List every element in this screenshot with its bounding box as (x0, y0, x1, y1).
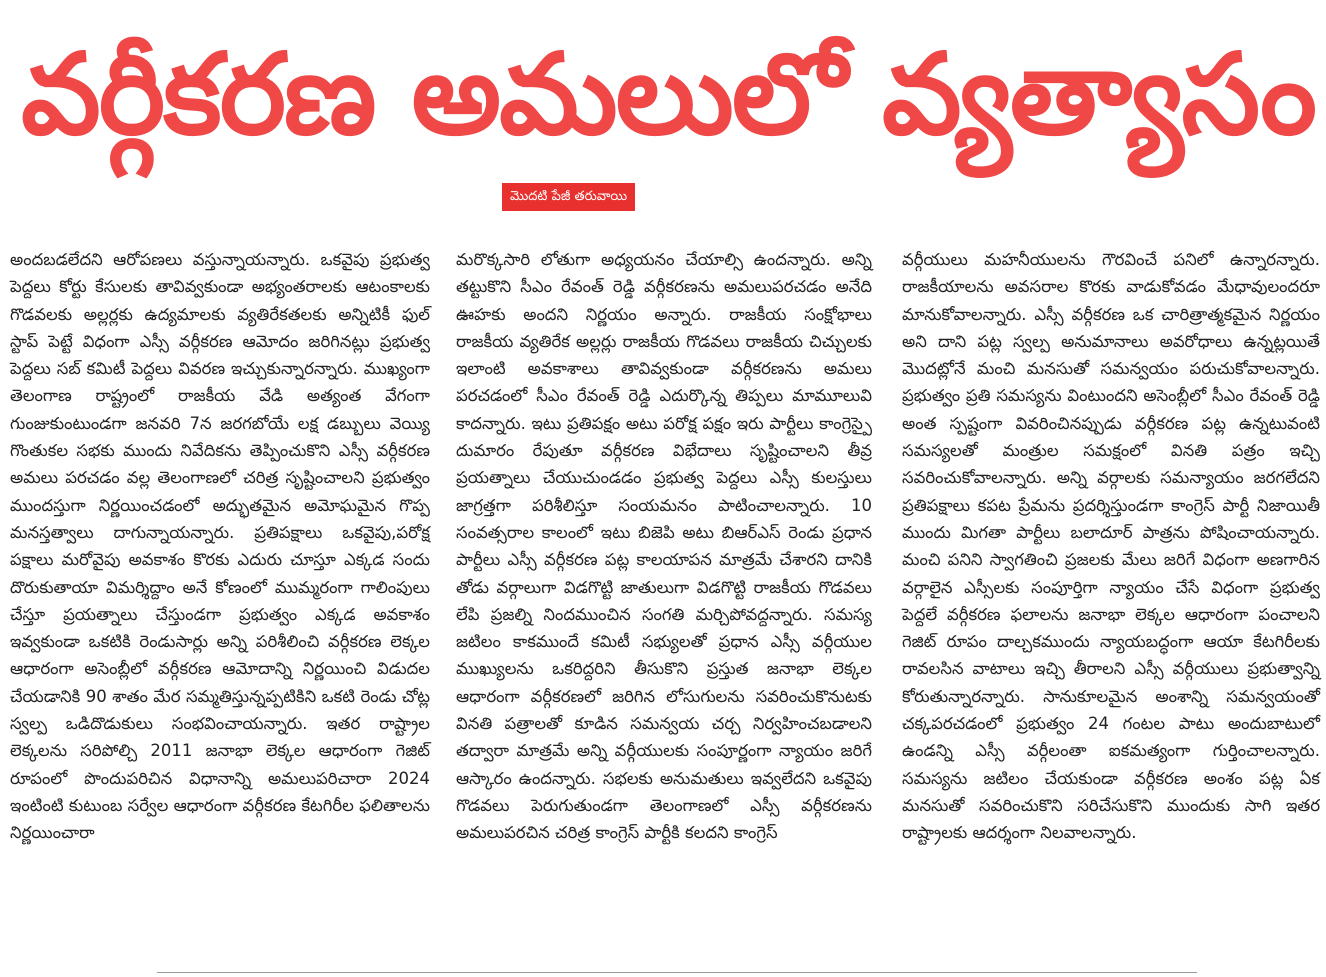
bottom-rule (157, 972, 1197, 973)
column-text: అందబడలేదని ఆరోపణలు వస్తున్నాయన్నారు. ఒకవైపు ప్రభుత్వ పెద్దలు కోర్టు కేసులకు తావివ్వకుండా అభ్యంతరాలకు ఆటంకాలకు గొడవలకు అల్లర్లకు ఉద్యమాలకు వ్యతిరేకతలకు అన్నిటికీ ఫుల్ స్టాప్ పెట్టే విధంగా ఎస్సీ వర్గీకరణ ఆమోదం జరిగినట్లు ప్రభుత్వ పెద్దలు సబ్ కమిటీ పెద్దలు వివరణ ఇచ్చుకున్నారన్నారు. ముఖ్యంగా తెలంగాణ రాష్ట్రంలో రాజకీయ వేడి అత్యంత వేగంగా గుంజుకుంటుండగా జనవరి 7న జరగబోయే లక్ష డబ్బులు వెయ్యి గొంతుకల సభకు ముందు నివేదికను తెప్పించుకొని ఎస్సీ వర్గీకరణ అమలు పరచడం వల్ల తెలంగాణలో చరిత్ర సృష్టించాలని ప్రభుత్వం ముందస్తుగా నిర్ణయించడంలో అద్భుతమైన అమోఘమైన గొప్ప మనస్తత్వాలు దాగున్నాయన్నారు. ప్రతిపక్షాలు ఒకవైపు,పరోక్ష పక్షాలు మరోవైపు అవకాశం కొరకు ఎదురు చూస్తూ ఎక్కడ సందు దొరుకుతాయా విమర్శిద్దాం అనే కోణంలో ముమ్మరంగా గాలింపులు చేస్తూ ప్రయత్నాలు చేస్తుండగా ప్రభుత్వం ఎక్కడ అవకాశం ఇవ్వకుండా ఒకటికి రెండుసార్లు అన్ని పరిశీలించి వర్గీకరణ లెక్కల ఆధారంగా అసెంబ్లీలో వర్గీకరణ ఆమోదాన్ని నిర్ణయించి విడుదల చేయడానికి 90 శాతం మేర సమ్మతిస్తున్నప్పటికిని ఒకటి రెండు చోట్ల స్వల్ప ఒడిదొడుకులు సంభవించాయన్నారు. ఇతర రాష్ట్రాల లెక్కలను సరిపోల్చి 2011 జనాభా లెక్కల ఆధారంగా గెజిట్ రూపంలో పొందుపరిచిన విధానాన్ని అమలుపరిచారా 2024 ఇంటింటి కుటుంబ సర్వేల ఆధారంగా వర్గీకరణ కేటగిరీల ఫలితాలను నిర్ణయించారా (10, 250, 430, 843)
article-column-1 (10, 246, 430, 847)
article-column-3 (902, 246, 1320, 847)
headline: వర్గీకరణ అమలులో వ్యత్యాసం (21, 30, 1315, 160)
column-text: మరొక్కసారి లోతుగా అధ్యయనం చేయాల్సి ఉందన్నారు. అన్ని తట్టుకొని సీఎం రేవంత్ రెడ్డి వర్గీకరణను అమలుపరచడం అనేది ఊహకు అందని నిర్ణయం అన్నారు. రాజకీయ సంక్షోభాలు రాజకీయ వ్యతిరేక అల్లర్లు రాజకీయ గొడవలు రాజకీయ చిచ్చులకు ఇలాంటి అవకాశాలు తావివ్వకుండా వర్గీకరణను అమలు పరచడంలో సీఎం రేవంత్ రెడ్డి ఎదుర్కొన్న తిప్పలు మామూలువి కాదన్నారు. ఇటు ప్రతిపక్షం అటు పరోక్ష పక్షం ఇరు పార్టీలు కాంగ్రెస్పై దుమారం రేపుతూ వర్గీకరణ విభేదాలు సృష్టించాలని తీవ్ర ప్రయత్నాలు చేయుచుండడం ప్రభుత్వ పెద్దలు ఎస్సీ కులస్తులు జాగ్రత్తగా పరిశీలిస్తూ సంయమనం పాటించాలన్నారు. 10 సంవత్సరాల కాలంలో ఇటు బిజెపి అటు బిఆర్ఎస్ రెండు ప్రధాన పార్టీలు ఎస్సీ వర్గీకరణ పట్ల కాలయాపన మాత్రమే చేశారని దానికి తోడు వర్గాలుగా విడగొట్టి జాతులుగా విడగొట్టి రాజకీయ గొడవలు లేపి ప్రజల్ని నిందముంచిన సంగతి మర్చిపోవద్దన్నారు. సమస్య జటిలం కాకముందే కమిటీ సభ్యులతో ప్రధాన ఎస్సీ వర్గీయుల ముఖ్యులను ఒకరిద్దరిని తీసుకొని ప్రస్తుత జనాభా లెక్కల ఆధారంగా వర్గీకరణలో జరిగిన లోసుగులను సవరించుకొనుటకు వినతి పత్రాలతో కూడిన సమన్వయ చర్చ నిర్వహించబడాలని తద్వారా మాత్రమే అన్ని వర్గీయులకు సంపూర్ణంగా న్యాయం జరిగే ఆస్కారం ఉందన్నారు. సభలకు అనుమతులు ఇవ్వలేదని ఒకవైపు గొడవలు పెరుగుతుండగా తెలంగాణలో ఎస్సీ వర్గీకరణను అమలుపరచిన చరిత్ర కాంగ్రెస్ పార్టీకి కలదని కాంగ్రెస్ (456, 250, 872, 843)
continued-label: మొదటి పేజీ తరువాయి (502, 183, 635, 211)
column-text: వర్గీయులు మహనీయులను గౌరవించే పనిలో ఉన్నారన్నారు. రాజకీయాలను అవసరాల కొరకు వాడుకోవడం మేధావులందరూ మానుకోవాలన్నారు. ఎస్సీ వర్గీకరణ ఒక చారిత్రాత్మకమైన నిర్ణయం అని దాని పట్ల స్వల్ప అనుమానాలు అవరోధాలు ఉన్నట్లయితే మొదట్లోనే మంచి మనసుతో సమన్వయం పరుచుకోవాలన్నారు. ప్రభుత్వం ప్రతి సమస్యను వింటుందని అసెంబ్లీలో సీఎం రేవంత్ రెడ్డి అంత స్పష్టంగా వివరించినప్పుడు వర్గీకరణ పట్ల ఉన్నటువంటి సమస్యలతో మంత్రుల సమక్షంలో వినతి పత్రం ఇచ్చి సవరించుకోవాలన్నారు. అన్ని వర్గాలకు సమన్యాయం జరగలేదని ప్రతిపక్షాలు కపట ప్రేమను ప్రదర్శిస్తుండగా కాంగ్రెస్ పార్టీ నిజాయితీ ముందు మిగతా పార్టీలు బలాదూర్ పాత్రను పోషించాయన్నారు. మంచి పనిని స్వాగతించి ప్రజలకు మేలు జరిగే విధంగా అణగారిన వర్గాలైన ఎస్సీలకు సంపూర్తిగా న్యాయం చేసే విధంగా ప్రభుత్వ పెద్దలే వర్గీకరణ ఫలాలను జనాభా లెక్కల ఆధారంగా పంచాలని గెజిట్ రూపం దాల్చకముందు న్యాయబద్ధంగా ఆయా కేటగిరీలకు రావలసిన వాటాలు ఇచ్చి తీరాలని ఎస్సీ వర్గీయులు ప్రభుత్వాన్ని కోరుతున్నారన్నారు. సానుకూలమైన అంశాన్ని సమన్వయంతో చక్కపరచడంలో ప్రభుత్వం 24 గంటల పాటు అందుబాటులో ఉండన్ని ఎస్సీ వర్గీలంతా ఐకమత్యంగా గుర్తించాలన్నారు. సమస్యను జటిలం చేయకుండా వర్గీకరణ అంశం పట్ల ఏక మనసుతో సవరించుకొని సరిచేసుకొని ముందుకు సాగి ఇతర రాష్ట్రాలకు ఆదర్శంగా నిలవాలన్నారు. (902, 250, 1320, 843)
article-column-2 (456, 246, 872, 847)
